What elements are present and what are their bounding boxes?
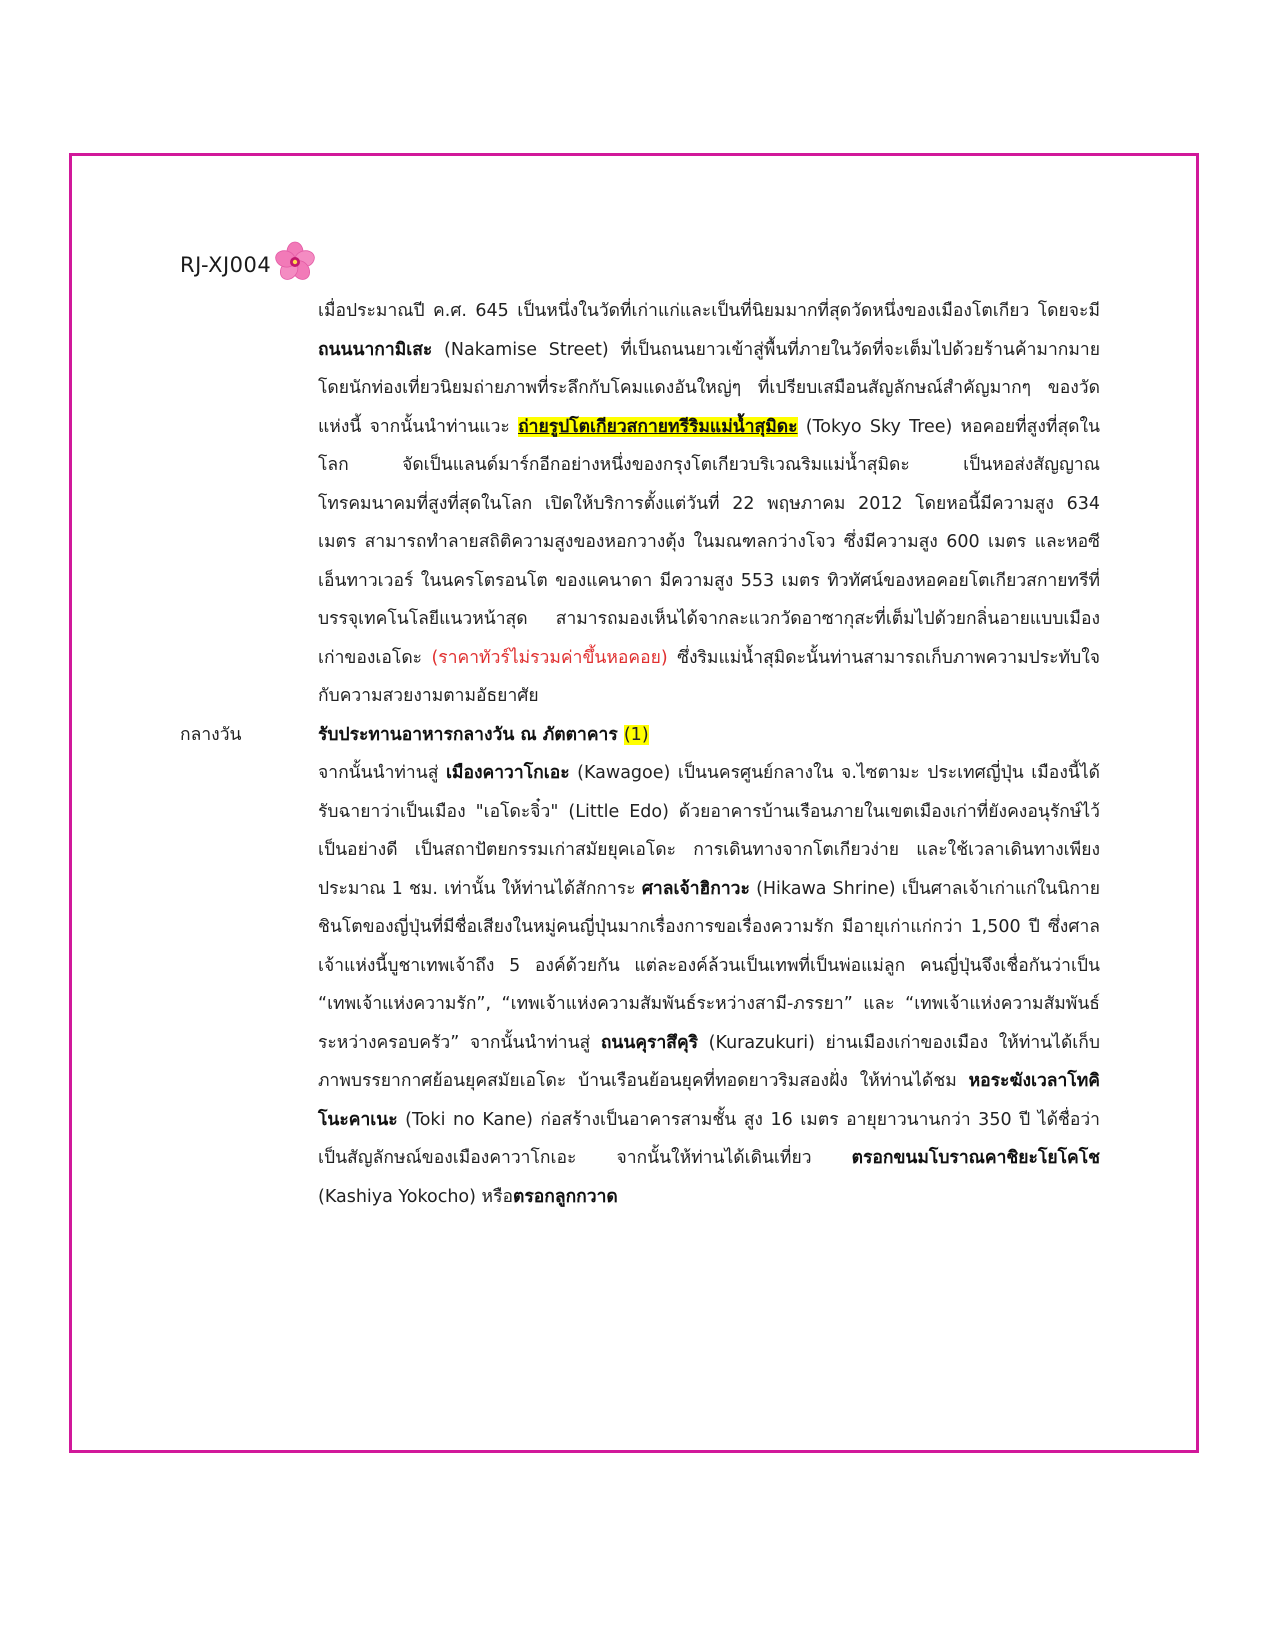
p2-bold-kashiya: ตรอกขนมโบราณคาชิยะโยโคโช [851, 1148, 1100, 1168]
p1-text-3: (Tokyo Sky Tree) หอคอยที่สูงที่สุดในโลก จัดเป็นแลนด์มาร์กอีกอย่างหนึ่งของกรุงโตเกียวบริเวณริมแม่น้ำสุมิดะ เป็นหอส่งสัญญาณโทรคมนาคมที่สูงที่สุดในโลก เปิดให้บริการตั้งแต่วันที่ 22 พฤษภาคม 2012 โดยหอนี้มีความสูง 634 เมตร สามารถทำลายสถิติความสูงของหอกวางตุ้ง ในมณฑลกว่างโจว ซึ่งมีความสูง 600 เมตร และหอซีเอ็นทาวเวอร์ ในนครโตรอนโต ของแคนาดา มีความสูง 553 เมตร ทิวทัศน์ของหอคอยโตเกียวสกายทรีที่บรรจุเทคโนโลยีแนวหน้าสุด สามารถมองเห็นได้จากละแวกวัดอาซากุสะที่เต็มไปด้วยกลิ่นอายแบบเมืองเก่าของเอโดะ [318, 416, 1100, 668]
lunch-row [180, 716, 1100, 755]
row-label-empty [180, 292, 318, 716]
lunch-text [318, 716, 1100, 755]
morning-row [180, 292, 1100, 716]
itinerary-content [180, 292, 1100, 1216]
tour-code [180, 246, 317, 284]
p1-text-1: เมื่อประมาณปี ค.ศ. 645 เป็นหนึ่งในวัดที่เก่าแก่และเป็นที่นิยมมากที่สุดวัดหนึ่งของเมืองโตเกียว โดยจะมี [318, 301, 1100, 321]
p2-bold-kawagoe: เมืองคาวาโกเอะ [445, 763, 570, 783]
p2-bold-toki-no-kane: หอระฆังเวลาโทคิโนะคาเนะ [318, 1071, 1100, 1130]
p2-text-5: (Toki no Kane) ก่อสร้างเป็นอาคารสามชั้น สูง 16 เมตร อายุยาวนานกว่า 350 ปี ได้ชื่อว่า เป็นสัญลักษณ์ของเมืองคาวาโกเอะ จากนั้นให้ท่านได้เดินเที่ยว [318, 1109, 1100, 1168]
p2-text-1: จากนั้นนำท่านสู่ [318, 763, 446, 783]
p2-text-4: (Kurazukuri) ย่านเมืองเก่าของเมือง ให้ท่านได้เก็บภาพบรรยากาศย้อนยุคสมัยเอโดะ บ้านเรือนย้อนยุคที่ทอดยาวริมสองฝั่ง ให้ท่านได้ชม [318, 1032, 1100, 1091]
p1-highlight-skytree: ถ่ายรูปโตเกียวสกายทรีริมแม่น้ำสุมิดะ [518, 416, 798, 437]
lunch-description: รับประทานอาหารกลางวัน ณ ภัตตาคาร [318, 724, 624, 745]
p1-text-4: ซึ่งริมแม่น้ำสุมิดะนั้นท่านสามารถเก็บภาพความประทับใจกับความสวยงามตามอัธยาศัย [318, 647, 1100, 706]
tour-code-text: RJ-XJ004 [180, 253, 272, 277]
paragraph-kawagoe [318, 754, 1100, 1216]
p2-bold-candy-alley: ตรอกลูกกวาด [512, 1186, 618, 1207]
p2-text-3: (Hikawa Shrine) เป็นศาลเจ้าเก่าแก่ในนิกายชินโตของญี่ปุ่นที่มีชื่อเสียงในหมู่คนญี่ปุ่นมากเรื่องการขอเรื่องความรัก มีอายุเก่าแก่กว่า 1,500 ปี ซึ่งศาลเจ้าแห่งนี้บูชาเทพเจ้าถึง 5 องค์ด้วยกัน แต่ละองค์ล้วนเป็นเทพที่เป็นพ่อแม่ลูก คนญี่ปุ่นจึงเชื่อกันว่าเป็น “เทพเจ้าแห่งความรัก”, “เทพเจ้าแห่งความสัมพันธ์ระหว่างสามี-ภรรยา” และ “เทพเจ้าแห่งความสัมพันธ์ระหว่างครอบครัว” จากนั้นนำท่านสู่ [318, 878, 1100, 1053]
meal-count-badge: (1) [623, 724, 649, 745]
row-label-empty [180, 754, 318, 1216]
p1-text-2: (Nakamise Street) ที่เป็นถนนยาวเข้าสู่พื้นที่ภายในวัดที่จะเต็มไปด้วยร้านค้ามากมาย โดยนักท่องเที่ยวนิยมถ่ายภาพที่ระลึกกับโคมแดงอันใหญ่ๆ ที่เปรียบเสมือนสัญลักษณ์สำคัญมากๆ ของวัดแห่งนี้ จากนั้นนำท่านแวะ [318, 339, 1100, 437]
p1-price-note: (ราคาทัวร์ไม่รวมค่าขึ้นหอคอย) [431, 647, 668, 668]
p1-bold-nakamise: ถนนนากามิเสะ [318, 339, 433, 360]
p2-text-6: (Kashiya Yokocho) หรือ [318, 1186, 513, 1207]
flower-icon [273, 240, 317, 284]
afternoon-row [180, 754, 1100, 1216]
p2-bold-kurazukuri: ถนนคุราสึคุริ [600, 1032, 699, 1053]
p2-bold-hikawa: ศาลเจ้าฮิกาวะ [641, 878, 750, 899]
lunch-label: กลางวัน [180, 724, 242, 745]
paragraph-asakusa-skytree [318, 292, 1100, 716]
p2-text-2: (Kawagoe) เป็นนครศูนย์กลางใน จ.ไซตามะ ประเทศญี่ปุ่น เมืองนี้ได้รับฉายาว่าเป็นเมือง "เอโดะจิ๋ว" (Little Edo) ด้วยอาคารบ้านเรือนภายในเขตเมืองเก่าที่ยังคงอนุรักษ์ไว้เป็นอย่างดี เป็นสถาปัตยกรรมเก่าสมัยยุคเอโดะ การเดินทางจากโตเกียวง่าย และใช้เวลาเดินทางเพียงประมาณ 1 ชม. เท่านั้น ให้ท่านได้สักการะ [318, 763, 1100, 899]
